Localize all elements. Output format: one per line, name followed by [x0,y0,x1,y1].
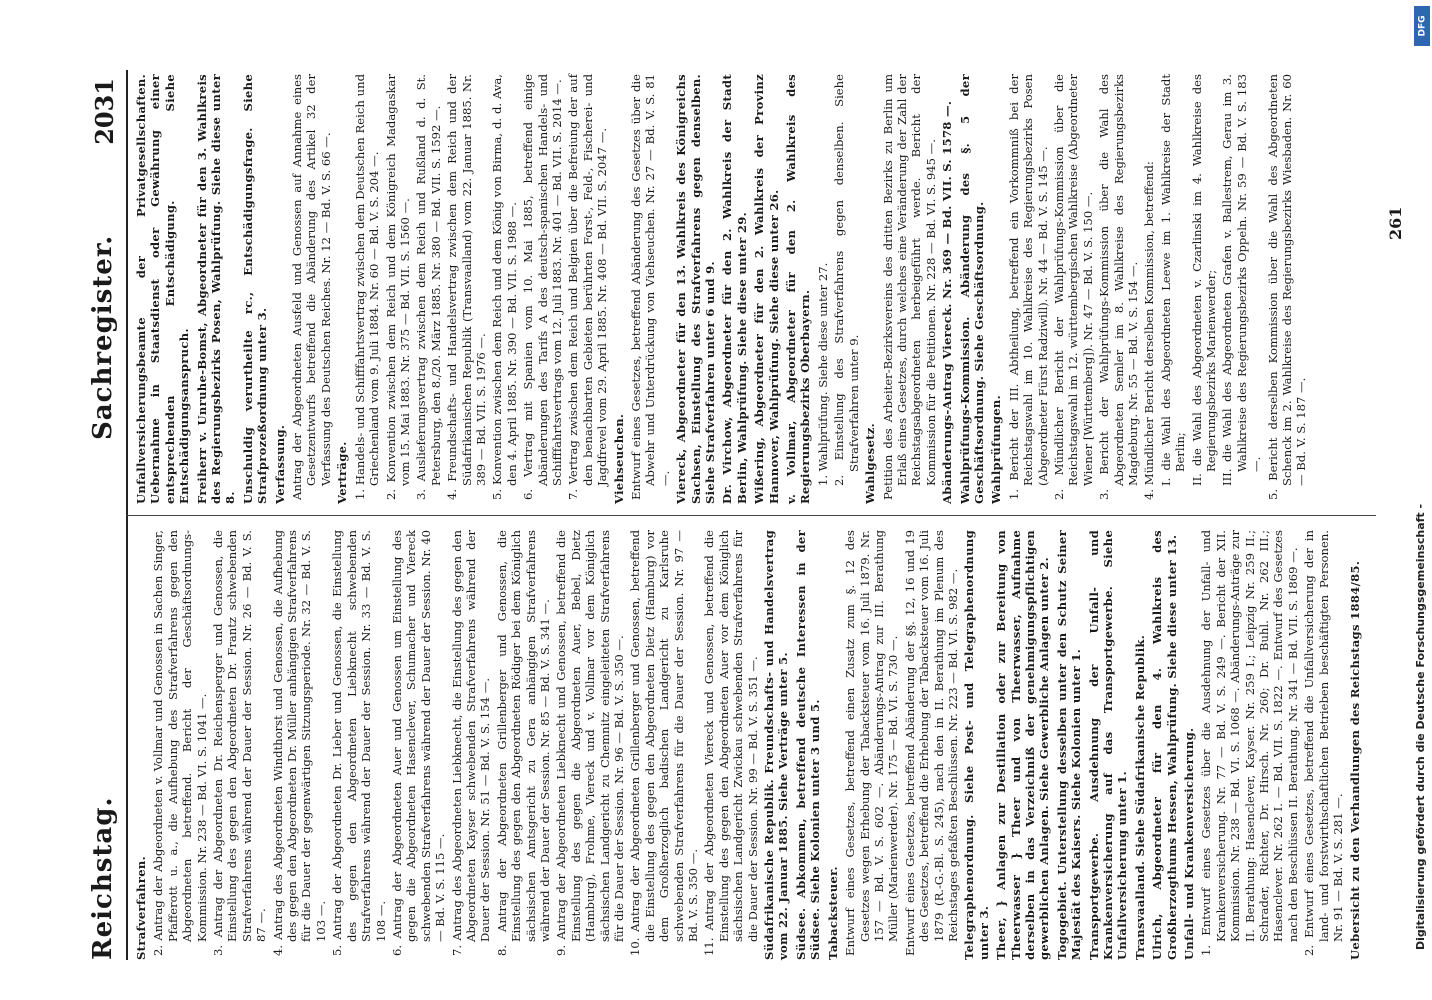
index-heading: Unfallversicherungsbeamte der Privatgesellschaften. Uebernahme in Staatsdienst oder Gewährung einer entsprechenden Entschädigung. Siehe Entschädigungsanspruch. [134,74,192,504]
page-header [86,70,128,960]
index-heading: Abänderungs-Antrag Viereck. Nr. 369 — Bd. VII. S. 1578 —. [940,100,955,504]
index-heading: Theer, } Anlagen zur Destillation oder zur Bereitung von Theerwasser } Theer und von Theerwasser, Aufnahme derselben in das Verzeichniß der genehmigungspflichtigen gewerblichen Anlagen. Siehe Gewerbliche Anlagen unter 2. [994,530,1052,960]
index-entry: 9. Antrag der Abgeordneten Liebknecht und Genossen, betreffend die Einstellung des gegen die Abgeordneten Auer, Bebel, Dietz (Hamburg), Frohme, Viereck und v. Vollmar vor dem Königlich sächsischen Landgericht zu Chemnitz eingeleiteten Strafverfahrens für die Dauer der Session. Nr. 96 — Bd. V. S. 350 —. [554,530,626,956]
index-entry: 1. Bericht der III. Abtheilung, betreffend ein Vorkommniß bei der Reichstagswahl im 10. Wahlkreise des Regierungsbezirks Posen (Abgeordneter Fürst Radziwill). Nr. 44 — Bd. V. S. 145 —. [1006,74,1050,500]
index-entry: Entwurf eines Gesetzes, betreffend Abänderung der §§. 12, 16 und 19 des Gesetzes, betreffend die Erhebung der Tabacksteuer vom 16. Juli 1879 (R.-G.-Bl. S. 245), nach den in II. Berathung im Plenum des Reichstages gefaßten Beschlüssen. Nr. 223 — Bd. VI. S. 982 —. [902,530,960,956]
index-entry: Antrag der Abgeordneten Ausfeld und Genossen auf Annahme eines Gesetzentwurfs betreffend die Abänderung des Artikel 32 der Verfassung des Deutschen Reiches. Nr. 12 — Bd. V. S. 66 —. [290,74,333,500]
index-entry: 11. Antrag der Abgeordneten Viereck und Genossen, betreffend die Einstellung des gegen den Abgeordneten Auer vor dem Königlich sächsischen Landgericht Zwickau schwebenden Strafverfahrens für die Dauer der Session. Nr. 99 — Bd. V. S. 351 —. [702,530,760,956]
running-title-right: Sachregister. [88,234,118,440]
index-heading: Viehseuchen. [611,413,626,504]
index-entry: Entwurf eines Gesetzes, betreffend einen Zusatz zum §. 12 des Gesetzes wegen Erhebung der Tabacksteuer vom 16. Juli 1879. Nr. 157 — Bd. V. S. 602 —. Abänderungs-Antrag zur III. Berathung Müller (Marienwerder). Nr. 175 — Bd. VI. S. 730 —. [843,530,901,956]
index-heading: Verträge. [335,441,350,504]
index-heading: Telegraphenordnung. Siehe Post- und Telegraphenordnung unter 3. [962,530,991,960]
index-heading: Wahlprüfungs-Kommission. Abänderung des §. 5 der Geschäftsordnung. Siehe Geschäftsordnung. [957,74,986,504]
index-heading: Tabacksteuer. [825,866,840,960]
index-entry: Petition des Arbeiter-Bezirksvereins des dritten Bezirks zu Berlin um Erlaß eines Gesetzes, durch welches eine Veränderung der Zahl der Reichstagsabgeordneten herbeigeführt werde. Bericht der Kommission für die Petitionen. Nr. 228 — Bd. VI. S. 945 —. [880,74,938,500]
index-heading: Wahlprüfungen. [989,395,1004,504]
index-heading: v. Vollmar, Abgeordneter für den 2. Wahlkreis des Regierungsbezirks Oberbayern. [784,74,813,504]
index-entry: II. die Wahl des Abgeordneten v. Czarlinski im 4. Wahlkreise des Regierungsbezirks Marienwerder; [1189,74,1219,486]
index-heading: Transvaalland. Siehe Südafrikanische Republik. [1132,634,1147,960]
index-heading: Südafrikanische Republik. Freundschafts- und Handelsvertrag vom 22. Januar 1885. Siehe Verträge unter 5. [762,530,791,960]
index-entry: 5. Bericht derselben Kommission über die Wahl des Abgeordneten Schenck im 2. Wahlkreise des Regierungsbezirks Wiesbaden. Nr. 60 — Bd. V. S. 187 —. [1265,74,1309,500]
left-column [134,530,1365,960]
index-entry: 3. Auslieferungsvertrag zwischen dem Reich und Rußland d. d. St. Petersburg, den 8./20. März 1885. Nr. 380 — Bd. VII. S. 1592 —. [414,74,443,500]
index-entry: 6. Vertrag mit Spanien vom 10. Mai 1885, betreffend einige Abänderungen des Tarifs A des deutsch-spanischen Handels- und Schifffahrtsvertrags vom 12. Juli 1883. Nr. 401 — Bd. VII. S. 2014 —. [521,74,564,500]
index-entry: 1. Wahlprüfung. Siehe diese unter 27. [815,262,830,486]
page-body [86,70,1405,960]
index-heading: Viereck, Abgeordneter für den 13. Wahlkreis des Königreichs Sachsen, Einstellung des Strafverfahrens gegen denselben. Siehe Strafverfahren unter 6 und 9. [674,74,718,504]
running-title-left: Reichstag. [88,796,118,960]
index-entry: 4. Mündlicher Bericht derselben Kommission, betreffend: [1142,161,1157,500]
index-entry: 7. Vertrag zwischen dem Reich und Belgien über die Befreiung der auf den benachbarten Gebieten berührten Forst-, Feld-, Fischerei- und Jagdfrevel vom 29. April 1885. Nr. 408 — Bd. VII. S. 2047 —. [566,74,610,500]
index-heading: Uebersicht zu den Verhandlungen des Reichstags 1884/85. [1347,560,1362,960]
index-entry: 5. Antrag der Abgeordneten Dr. Lieber und Genossen, die Einstellung des gegen den Abgeordneten Liebknecht schwebenden Strafverfahrens während der Dauer der Session. Nr. 33 — Bd. V. S. 108 —. [330,530,388,956]
index-entry: I. die Wahl des Abgeordneten Leewe im 1. Wahlkreise der Stadt Berlin; [1158,74,1188,486]
index-heading: Strafverfahren. [134,856,148,960]
index-entry: 6. Antrag der Abgeordneten Auer und Genossen um Einstellung des gegen die Abgeordneten Hasenclever, Schumacher und Viereck schwebenden Strafverfahrens während der Dauer der Session. Nr. 40 — Bd. V. S. 115 —. [389,530,448,956]
column-divider [126,515,1376,516]
index-entry: 4. Freundschafts- und Handelsvertrag zwischen dem Reich und der Südafrikanischen Republik (Transvaalland) vom 22. Januar 1885. Nr. 389 — Bd. VII. S. 1976 —. [445,74,488,500]
index-entry: 5. Konvention zwischen dem Reich und dem König von Birma, d. d. Ava, den 4. April 1885. Nr. 390 — Bd. VII. S. 1988 —. [490,74,519,500]
index-entry: 4. Antrag des Abgeordneten Windthorst und Genossen, die Aufhebung des gegen den Abgeordneten Dr. Müller anhängigen Strafverfahrens für die Dauer der gegenwärtigen Sitzungsperiode. Nr. 32 — Bd. V. S. 103 —. [270,530,328,956]
dfg-logo: DFG [1414,6,1430,46]
right-column [134,74,1311,504]
page-number: 2031 [90,78,119,145]
index-entry: 2. Einstellung des Strafverfahrens gegen denselben. Siehe Strafverfahren unter 9. [832,74,861,486]
index-entry: 10. Antrag der Abgeordneten Grillenberger und Genossen, betreffend die Einstellung des gegen den Abgeordneten Dietz (Hamburg) vor dem Großherzoglich badischen Landgericht zu Karlsruhe schwebenden Strafverfahrens für die Dauer der Session. Nr. 97 — Bd. V. S. 350 —. [628,530,701,956]
index-entry: 2. Mündlicher Bericht der Wahlprüfungs-Kommission über die Reichstagswahl im 12. württembergischen Wahlkreise (Abgeordneter Wiener [Württemberg]). Nr. 47 — Bd. V. S. 150 —. [1051,74,1095,500]
index-heading: Freiherr v. Unruhe-Bomst, Abgeordneter für den 3. Wahlkreis des Regierungsbezirks Posen, Wahlprüfung. Siehe diese unter 8. [194,74,238,504]
index-entry: 7. Antrag des Abgeordneten Liebknecht, die Einstellung des gegen den Abgeordneten Kayser schwebenden Strafverfahrens während der Dauer der Session. Nr. 51 — Bd. V. S. 154 —. [449,530,493,956]
index-heading: Verfassung. [272,424,287,504]
index-heading: Ulrich, Abgeordneter für den 4. Wahlkreis des Großherzogthums Hessen, Wahlprüfung. Siehe diese unter 13. [1150,530,1179,960]
index-entry: 2. Antrag der Abgeordneten v. Vollmar und Genossen in Sachen Singer, Pfafferott u. a., die Aufhebung des Strafverfahrens gegen den Abgeordneten betreffend. Bericht der Geschäftsordnungs-Kommission. Nr. 238 — Bd. VI. S. 1041 —. [151,530,209,956]
index-entry: 8. Antrag der Abgeordneten Grillenberger und Genossen, die Einstellung des gegen den Abgeordneten Rödiger bei dem Königlich sächsischen Amtsgericht zu Gera anhängigen Strafverfahrens während der Dauer der Session. Nr. 85 — Bd. V. S. 341 —. [494,530,552,956]
index-heading: Wahlgesetz. [863,422,878,504]
index-entry: III. die Wahl des Abgeordneten Grafen v. Ballestrem, Gerau im 3. Wahlkreise des Regierungsbezirks Oppeln. Nr. 59 — Bd. V. S. 183 —. [1220,74,1264,486]
index-entry: 2. Entwurf eines Gesetzes, betreffend die Unfallversicherung der in land- und forstwirthschaftlichen Betrieben beschäftigten Personen. Nr. 91 — Bd. V. S. 281 —. [1302,530,1346,956]
index-heading: Unschuldig verurtheilte rc., Entschädigungsfrage. Siehe Strafprozeßordnung unter 3. [240,74,270,504]
index-entry: 3. Bericht der Wahlprüfungs-Kommission über die Wahl des Abgeordneten Semler im 8. Wahlkreise des Regierungsbezirks Magdeburg. Nr. 55 — Bd. V. S. 154 —. [1097,74,1140,500]
index-entry: 2. Konvention zwischen dem Reich und dem Königreich Madagaskar vom 15. Mai 1883. Nr. 375 — Bd. VII. S. 1560 —. [383,74,412,500]
index-entry: Entwurf eines Gesetzes, betreffend Abänderung des Gesetzes über die Abwehr und Unterdrückung von Viehseuchen. Nr. 27 — Bd. V. S. 81 —. [629,74,672,500]
index-heading: Transportgewerbe. Ausdehnung der Unfall- und Krankenversicherung auf das Transportgewerbe. Siehe Unfallversicherung unter 1. [1086,530,1130,960]
index-entry: 1. Handels- und Schifffahrtsvertrag zwischen dem Deutschen Reich und Griechenland vom 9. Juli 1884. Nr. 60 — Bd. V. S. 204 —. [352,74,382,500]
index-entry: 1. Entwurf eines Gesetzes über die Ausdehnung der Unfall- und Krankenversicherung. Nr. 77 — Bd. V. S. 249 —. Bericht der XII. Kommission. Nr. 238 — Bd. VI. S. 1068 —. Abänderungs-Anträge zur II. Berathung: Hasenclever, Kayser. Nr. 259 I.; Leipzig Nr. 259 II.; Schrader, Richter, Dr. Hirsch. Nr. 260; Dr. Buhl. Nr. 262 III.; Hasenclever. Nr. 262 I. — Bd. VII. S. 1822 —. Entwurf des Gesetzes nach den Beschlüssen II. Berathung. Nr. 341 — Bd. VII. S. 1869 —. [1199,530,1300,956]
index-heading: Unfall- und Krankenversicherung. [1182,727,1197,960]
index-heading: Dr. Virchow, Abgeordneter für den 2. Wahlkreis der Stadt Berlin, Wahlprüfung. Siehe diese unter 29. [720,74,749,504]
index-entry: 3. Antrag der Abgeordneten Dr. Reichensperger und Genossen, die Einstellung des gegen den Abgeordneten Dr. Frantz schwebenden Strafverfahrens während der Dauer der Session. Nr. 26 — Bd. V. S. 87 —. [211,530,269,956]
index-heading: Togogebiet. Unterstellung desselben unter den Schutz Seiner Majestät des Kaisers. Siehe Kolonien unter 1. [1054,530,1084,960]
digitization-credit: Digitalisierung gefördert durch die Deutsche Forschungsgemeinschaft - [1414,503,1427,950]
index-heading: Wißering, Abgeordneter für den 2. Wahlkreis der Provinz Hannover, Wahlprüfung. Siehe diese unter 26. [752,74,781,504]
sheet-signature: 261 [1386,206,1405,240]
index-heading: Südsee. Abkommen, betreffend deutsche Interessen in der Südsee. Siehe Kolonien unter 3 und 5. [793,530,823,960]
